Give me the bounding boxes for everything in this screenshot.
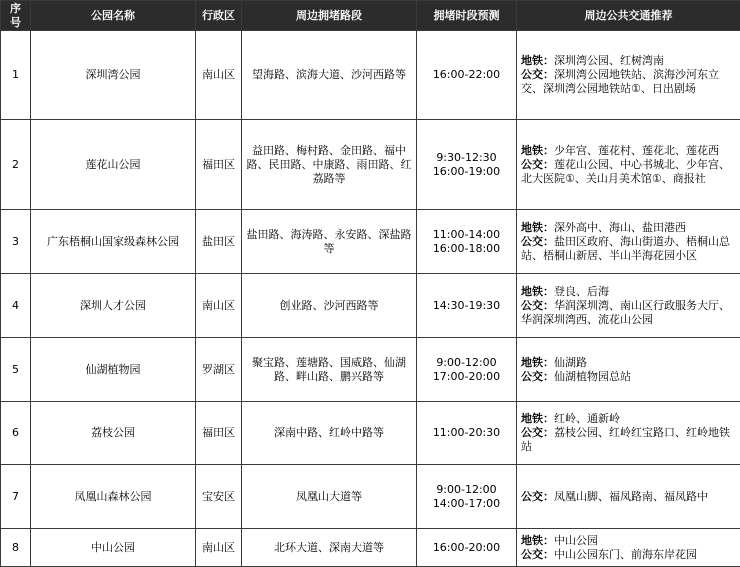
- bus-label: 公交：: [521, 68, 554, 81]
- time-range: 17:00-20:00: [421, 370, 512, 384]
- metro-line: [521, 221, 737, 235]
- time-range: 14:00-17:00: [421, 497, 512, 511]
- metro-label: 地铁：: [521, 221, 554, 234]
- bus-line: [521, 235, 737, 263]
- cell-park: 广东梧桐山国家级森林公园: [31, 210, 196, 274]
- metro-line: [521, 144, 737, 158]
- table-row: [1, 120, 740, 210]
- time-range: 9:00-12:00: [421, 356, 512, 370]
- header-index: 序号: [1, 1, 31, 31]
- cell-transit: [517, 120, 740, 210]
- cell-park: 仙湖植物园: [31, 338, 196, 402]
- cell-transit: [517, 274, 740, 338]
- time-range: 11:00-14:00: [421, 228, 512, 242]
- cell-district: 盐田区: [196, 210, 242, 274]
- bus-label: 公交：: [521, 548, 554, 561]
- bus-stops: 凤凰山脚、福凤路南、福凤路中: [554, 490, 708, 503]
- cell-roads: 益田路、梅村路、金田路、福中路、民田路、中康路、雨田路、红荔路等: [242, 120, 417, 210]
- cell-time: [417, 274, 517, 338]
- bus-label: 公交：: [521, 235, 554, 248]
- bus-line: [521, 490, 737, 504]
- cell-park: 深圳湾公园: [31, 31, 196, 120]
- table-row: [1, 31, 740, 120]
- cell-district: 南山区: [196, 529, 242, 567]
- metro-stations: 中山公园: [554, 534, 598, 547]
- table-row: [1, 529, 740, 567]
- bus-stops: 盐田区政府、海山街道办、梧桐山总站、梧桐山新居、半山半海花园小区: [521, 235, 730, 262]
- metro-line: [521, 285, 737, 299]
- cell-roads: 望海路、滨海大道、沙河西路等: [242, 31, 417, 120]
- table-row: [1, 210, 740, 274]
- cell-transit: [517, 402, 740, 465]
- cell-index: 7: [1, 465, 31, 529]
- bus-stops: 荔枝公园、红岭红宝路口、红岭地铁站: [521, 426, 730, 453]
- time-range: 9:00-12:00: [421, 483, 512, 497]
- cell-index: 2: [1, 120, 31, 210]
- metro-line: [521, 534, 737, 548]
- metro-label: 地铁：: [521, 534, 554, 547]
- metro-label: 地铁：: [521, 356, 554, 369]
- bus-line: [521, 426, 737, 454]
- metro-stations: 仙湖路: [554, 356, 587, 369]
- cell-index: 3: [1, 210, 31, 274]
- cell-roads: 凤凰山大道等: [242, 465, 417, 529]
- bus-line: [521, 299, 737, 327]
- header-time: 拥堵时段预测: [417, 1, 517, 31]
- cell-roads: 创业路、沙河西路等: [242, 274, 417, 338]
- header-row: [1, 1, 740, 31]
- bus-label: 公交：: [521, 158, 554, 171]
- time-range: 16:00-22:00: [421, 68, 512, 82]
- bus-stops: 华润深圳湾、南山区行政服务大厅、华润深圳湾西、流花山公园: [521, 299, 730, 326]
- bus-stops: 莲花山公园、中心书城北、少年宫、北大医院①、关山月美术馆①、商报社: [521, 158, 730, 185]
- time-range: 16:00-19:00: [421, 165, 512, 179]
- metro-line: [521, 412, 737, 426]
- table-row: [1, 274, 740, 338]
- cell-time: [417, 529, 517, 567]
- bus-label: 公交：: [521, 370, 554, 383]
- metro-stations: 红岭、通新岭: [554, 412, 620, 425]
- cell-park: 凤凰山森林公园: [31, 465, 196, 529]
- cell-park: 荔枝公园: [31, 402, 196, 465]
- cell-district: 罗湖区: [196, 338, 242, 402]
- metro-stations: 深外高中、海山、盐田港西: [554, 221, 686, 234]
- header-transit: 周边公共交通推荐: [517, 1, 740, 31]
- cell-park: 中山公园: [31, 529, 196, 567]
- table-row: [1, 402, 740, 465]
- metro-label: 地铁：: [521, 412, 554, 425]
- header-roads: 周边拥堵路段: [242, 1, 417, 31]
- cell-roads: 聚宝路、莲塘路、国威路、仙湖路、畔山路、鹏兴路等: [242, 338, 417, 402]
- cell-transit: [517, 465, 740, 529]
- cell-time: [417, 402, 517, 465]
- table-row: [1, 338, 740, 402]
- header-district: 行政区: [196, 1, 242, 31]
- cell-index: 6: [1, 402, 31, 465]
- cell-transit: [517, 338, 740, 402]
- cell-index: 8: [1, 529, 31, 567]
- cell-time: [417, 338, 517, 402]
- cell-district: 福田区: [196, 120, 242, 210]
- cell-roads: 盐田路、海涛路、永安路、深盐路等: [242, 210, 417, 274]
- bus-line: [521, 68, 737, 96]
- table-body: [1, 31, 740, 567]
- header-park: 公园名称: [31, 1, 196, 31]
- metro-stations: 少年宫、莲花村、莲花北、莲花西: [554, 144, 719, 157]
- cell-park: 莲花山公园: [31, 120, 196, 210]
- cell-transit: [517, 31, 740, 120]
- metro-label: 地铁：: [521, 285, 554, 298]
- time-range: 9:30-12:30: [421, 151, 512, 165]
- bus-line: [521, 548, 737, 562]
- cell-transit: [517, 210, 740, 274]
- bus-line: [521, 158, 737, 186]
- bus-label: 公交：: [521, 299, 554, 312]
- cell-roads: 北环大道、深南大道等: [242, 529, 417, 567]
- metro-label: 地铁：: [521, 54, 554, 67]
- cell-park: 深圳人才公园: [31, 274, 196, 338]
- time-range: 16:00-20:00: [421, 541, 512, 555]
- metro-stations: 登良、后海: [554, 285, 609, 298]
- bus-stops: 仙湖植物园总站: [554, 370, 631, 383]
- cell-roads: 深南中路、红岭中路等: [242, 402, 417, 465]
- cell-index: 5: [1, 338, 31, 402]
- metro-stations: 深圳湾公园、红树湾南: [554, 54, 664, 67]
- cell-time: [417, 210, 517, 274]
- bus-line: [521, 370, 737, 384]
- cell-district: 福田区: [196, 402, 242, 465]
- cell-district: 南山区: [196, 31, 242, 120]
- time-range: 11:00-20:30: [421, 426, 512, 440]
- bus-label: 公交：: [521, 426, 554, 439]
- cell-time: [417, 120, 517, 210]
- metro-line: [521, 54, 737, 68]
- cell-district: 宝安区: [196, 465, 242, 529]
- bus-label: 公交：: [521, 490, 554, 503]
- cell-district: 南山区: [196, 274, 242, 338]
- table-row: [1, 465, 740, 529]
- cell-transit: [517, 529, 740, 567]
- bus-stops: 深圳湾公园地铁站、滨海沙河东立交、深圳湾公园地铁站①、日出剧场: [521, 68, 719, 95]
- time-range: 16:00-18:00: [421, 242, 512, 256]
- cell-time: [417, 31, 517, 120]
- cell-index: 1: [1, 31, 31, 120]
- time-range: 14:30-19:30: [421, 299, 512, 313]
- metro-label: 地铁：: [521, 144, 554, 157]
- bus-stops: 中山公园东门、前海东岸花园: [554, 548, 697, 561]
- metro-line: [521, 356, 737, 370]
- cell-index: 4: [1, 274, 31, 338]
- cell-time: [417, 465, 517, 529]
